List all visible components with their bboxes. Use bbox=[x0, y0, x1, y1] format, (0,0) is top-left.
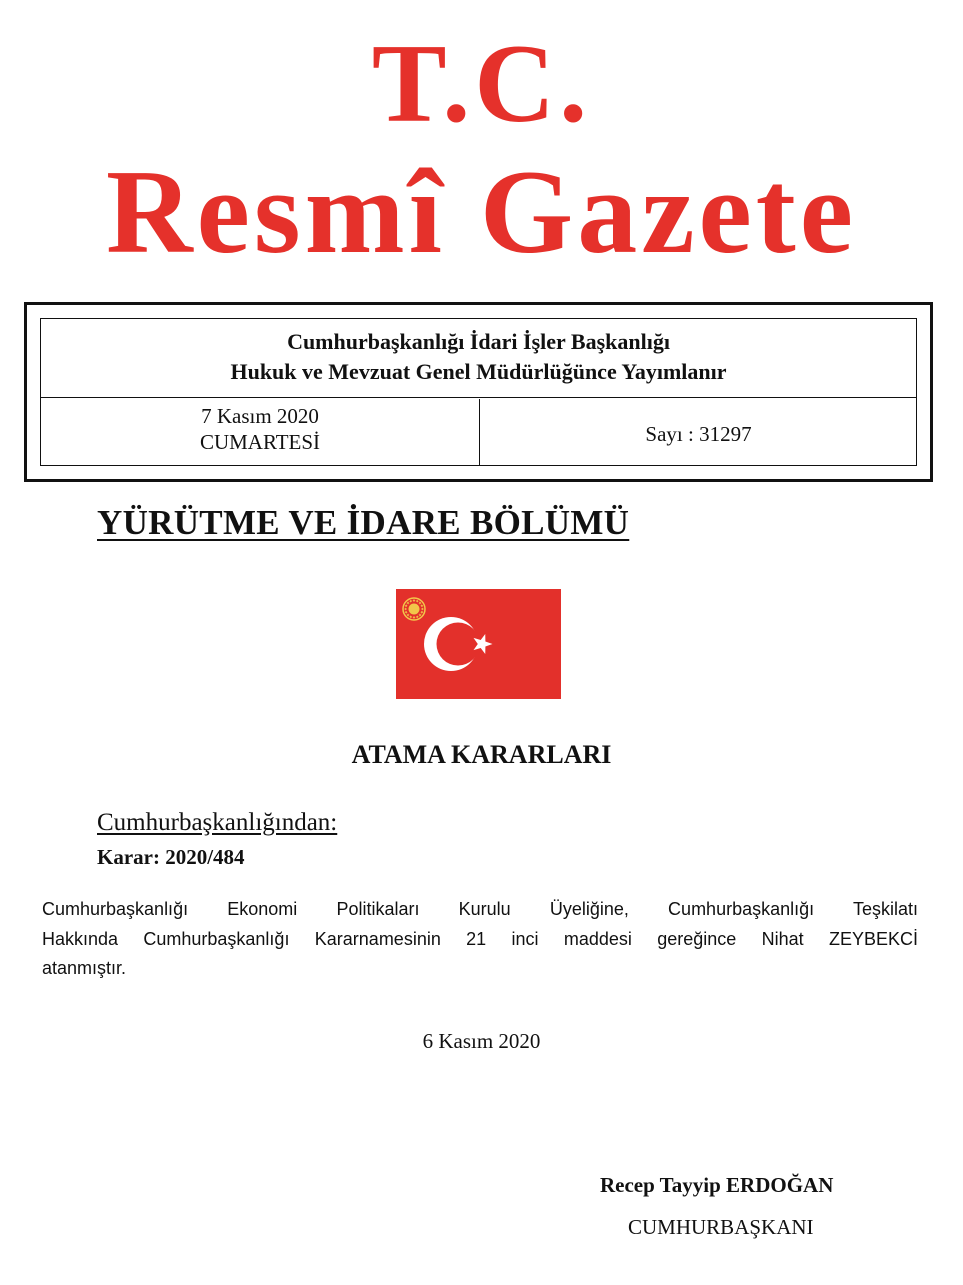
issuer: Cumhurbaşkanlığından: bbox=[97, 809, 338, 836]
turkish-flag-with-presidential-seal-icon bbox=[396, 589, 561, 699]
header-inner-box bbox=[40, 318, 917, 466]
signatory-title: CUMHURBAŞKANI bbox=[628, 1215, 814, 1239]
decision-heading: ATAMA KARARLARI bbox=[351, 740, 612, 769]
issue-date-cell bbox=[41, 399, 480, 465]
issue-weekday: CUMARTESİ bbox=[199, 430, 321, 454]
publisher-block bbox=[41, 319, 916, 398]
decision-body-line-1: Cumhurbaşkanlığı Ekonomi Politikaları Kurulu Üyeliğine, Cumhurbaşkanlığı Teşkilatı bbox=[42, 899, 918, 919]
decision-number: Karar: 2020/484 bbox=[97, 845, 245, 869]
section-title: YÜRÜTME VE İDARE BÖLÜMÜ bbox=[97, 503, 630, 542]
publisher-line-1: Cumhurbaşkanlığı İdari İşler Başkanlığı bbox=[287, 329, 670, 354]
publisher-line-2: Hukuk ve Mevzuat Genel Müdürlüğünce Yayımlanır bbox=[230, 359, 727, 384]
decision-body-line-2: Hakkında Cumhurbaşkanlığı Kararnamesinin 21 inci maddesi gereğince Nihat ZEYBEKCİ bbox=[42, 929, 918, 949]
masthead-title: Resmî Gazete bbox=[105, 145, 857, 278]
masthead-tc: T.C. bbox=[371, 22, 592, 146]
decision-date: 6 Kasım 2020 bbox=[422, 1029, 541, 1053]
signatory-name: Recep Tayyip ERDOĞAN bbox=[600, 1173, 834, 1197]
issue-number: Sayı : 31297 bbox=[645, 422, 752, 446]
header-box bbox=[24, 302, 933, 482]
issue-date: 7 Kasım 2020 bbox=[201, 404, 319, 428]
decision-body-line-3: atanmıştır. bbox=[42, 958, 127, 978]
